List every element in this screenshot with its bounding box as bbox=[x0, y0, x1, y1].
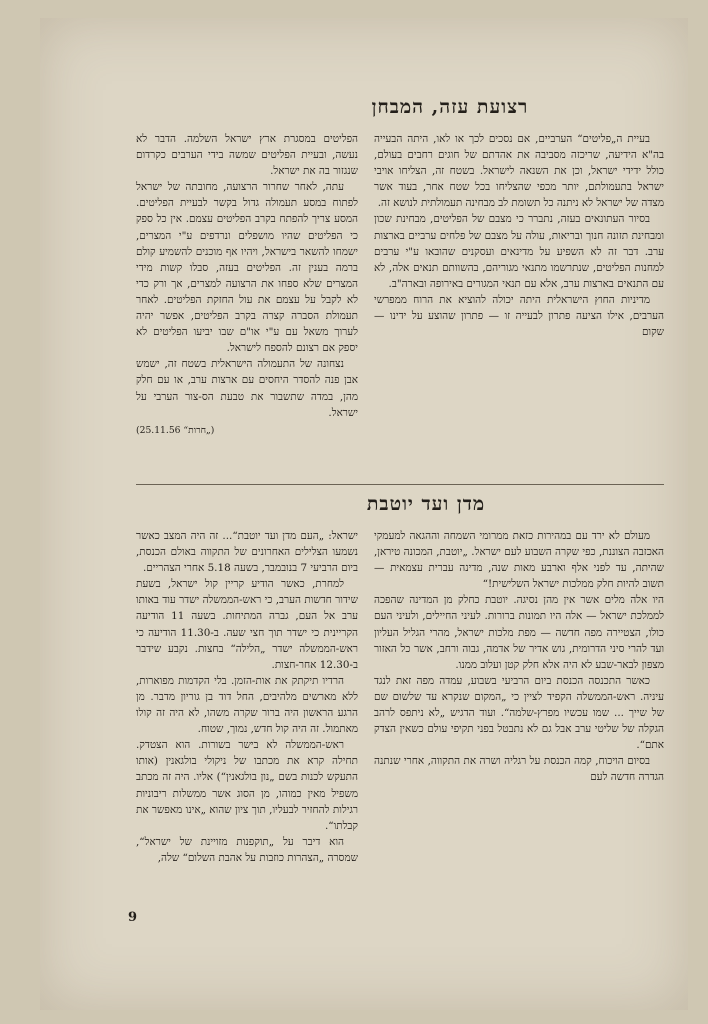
article2-right-column bbox=[374, 528, 664, 968]
paragraph: הפליטים במסגרת ארץ ישראל השלמה. הדבר לא נעשה, ובעיית הפליטים שמשה בידי הערבים כקרדום שנגזור בה את ישראל. bbox=[136, 133, 358, 178]
paragraph: ראש-הממשלה לא בישר בשורות. הוא הצטדק. תחילה קרא את מכתבו של ניקולי בולגאנין (אותו התעקש לכנות בשם „נון בולגאנין“) אליו. היה זה מכתב משפיל מאין כמוהו, מן הסוג אשר ממשלות ריבוניות רגילות להחזיר לבעליו, תוך ציון שהוא „אינו מאפשר את קבלתו“. bbox=[136, 739, 358, 832]
article1-title: רצועת עזה, המבחן bbox=[371, 96, 529, 118]
article1-source: („חרות“ 25.11.56) bbox=[136, 424, 215, 436]
paragraph: היו אלה מלים אשר אין מהן נסיגה. יוטבת כחלק מן המדינה שהפכה לממלכת ישראל — אלה היו תמונות ברורות. לעיני החיילים, ולעיני העם כולו, הצטיירה מפה חדשה — מפת מלכות ישראל, מהרי הגליל העליון ועד להרי סיני הדרומית, גוש אדיר של אדמה, גבוה ורחב, אשר כל האזור מצפון לבאר-שבע לא היה אלא חלק קטן ועלוב ממנו. bbox=[374, 594, 664, 671]
page-number: 9 bbox=[128, 910, 138, 925]
paragraph: בסיור העתונאים בעזה, נתברר כי מצבם של הפליטים, מבחינת שכון ומבחינת תזונה חנוך ובריאות, עולה על מצבם של פלחים ערביים בארצות ערב. דבר זה לא השפיע על מדינאים ועסקנים שהובאו ע"י ערבים למחנות הפליטים, שנתרשמו מתנאי מגוריהם, בהשוותם תנאים אלה, לא עם התנאים בארצות ערב, אלא עם תנאי המגורים באירופה ובארה"ב. bbox=[374, 213, 664, 290]
paragraph: ישראל: „העם מדן ועד יוטבת“... זה היה המצב כאשר נשמעו הצלילים האחרונים של התקווה באולם הכנסת, ביום הרביעי 7 בנובמבר, בשעה 5.18 אחרי הצהריים. bbox=[136, 530, 358, 575]
paragraph: הוא דיבר על „תוקפנות מזויינת של ישראל“, שמסרה „הצהרות כוזבות על אהבת השלום“ שלה, bbox=[136, 835, 358, 864]
paragraph: עתה, לאחר שחרור הרצועה, מחובתה של ישראל לפתוח במסע תעמולה גדול בקשר לבעיית הפליטים. המסע צריך להפתח בקרב הפליטים עצמם. אין כל ספק כי הפליטים שהיו מושפלים ונרדפים ע"י המצרים, ישמחו להשאר בישראל, ויהיו אף מוכנים להשמיע קולם ברמה בענין זה. הפליטים בעזה, סבלו קשות מידי המצרים שלא ספחו את הרצועה למצרים, אך ורק כדי לא לקבל על עצמם את עול החזקת הפליטים. לאחר תעמולת הסברה קצרה בקרב הפליטים, אפשר יהיה לערוך משאל עם ע"י או"ם שבו יביעו הפליטים לא יספק אם רצונם להספח לישראל. bbox=[136, 181, 358, 355]
article2-left-column bbox=[136, 528, 358, 928]
article1-left-column bbox=[136, 131, 358, 486]
divider-rule bbox=[136, 484, 664, 485]
document-page bbox=[40, 18, 688, 1010]
article2-title: מדן ועד יוטבת bbox=[366, 493, 486, 515]
paragraph: כאשר התכנסה הכנסת ביום הרביעי בשבוע, עמדה מפה זאת לנגד עיניה. ראש-הממשלה הקפיד לציין כי „המקום שנקרא עד שלשום שם של שייך ... שמו עכשיו מפרץ-שלמה“. ועוד הדגיש „לא ניתפס לרהב הגקלה של שליטי ערב אבל גם לא נתבטל בפני תקיפי עולם כשאין הצדק אתם“. bbox=[374, 674, 664, 752]
paragraph: הרדיו תיקתק את אות-הזמן. בלי הקדמות מפוארות, ללא מארשים מלהיבים, החל דוד בן גוריון מדבר. מן הרגע הראשון היה ברור שקרה משהו, לא היה זה קולו מאתמול. זה היה קול חדש, נמוך, שטוח. bbox=[136, 674, 358, 736]
article1-right-column bbox=[374, 131, 664, 461]
paragraph: בסיום הויכוח, קמה הכנסת על רגליה ושרה את התקווה, אחרי שנתנה הגדרה חדשה לעם bbox=[374, 755, 664, 784]
paragraph: מעולם לא ירד עם במהירות כזאת ממרומי השמחה וההגאה למעמקי האכזבה הצוננת, כפי שקרה השבוע לעם ישראל. „יוטבת, המכונה טיראן, שהיתה, עד לפני אלף וארבע מאות שנה, מדינה עברית עצמאית — תשוב להיות חלק ממלכות ישראל השלישית!“ bbox=[374, 530, 664, 591]
paragraph: מדיניות החוץ הישראלית היתה יכולה להוציא את הרוח ממפרשי הערבים, אילו הציעה פתרון לבעייה זו — פתרון שהוצע על ידינו — שקום bbox=[374, 293, 664, 339]
paragraph: נצחונה של התעמולה הישראלית בשטח זה, ישמש אבן פנה להסדר היחסים עם ארצות ערב, או עם חלק מהן, במדה שתשבור את טבעת הס-צור הערבי על ישראל. bbox=[136, 358, 358, 419]
paragraph: למחרת, כאשר הודיע קריין קול ישראל, בשעת שידור חדשות הערב, כי ראש-הממשלה ישדר עוד באותו ערב אל העם, גברה המתיחות. בשעה 11 הודיעה הקריינית כי ישדר תוך חצי שעה. ב-11.30 הודיעה כי ראש-הממשלה ישדר „הלילה“ בחצות. נקבע שידבר ב-12.30 אחר-חצות. bbox=[136, 578, 358, 671]
paragraph: בעיית ה„פליטים“ הערביים, אם נסכים לכך או לאו, היתה הבעייה בה"א הידיעה, שריכזה מסביבה את אהדתם של חוגים רחבים בעולם, כולל ידידי ישראל, וכן את השנאה לישראל. בשטח זה, הצליחו אויבי ישראל בתעמולתם, יותר מכפי שהצליחו בכל שטח אחר, בעוד אשר מצדה של ישראל לא ניתנה כל תשומת לב מבחינה תעמולתית לנושא זה. bbox=[374, 133, 664, 210]
